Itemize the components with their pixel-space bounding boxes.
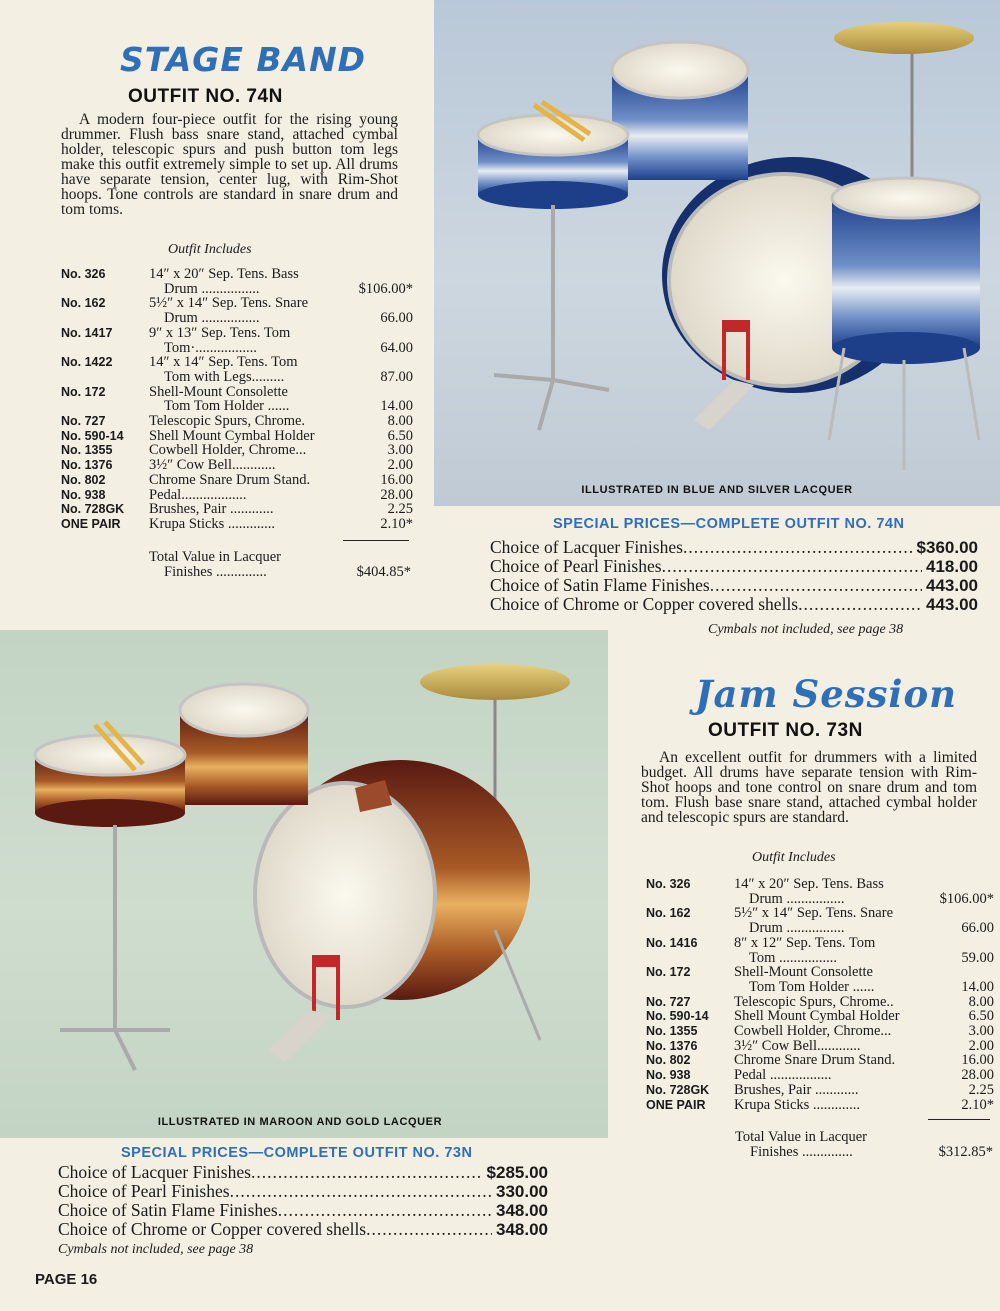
jam-session-photo-caption: ILLUSTRATED IN MAROON AND GOLD LACQUER bbox=[157, 1116, 443, 1128]
item-price: 6.50 bbox=[968, 1008, 994, 1025]
stage-band-description: A modern four-piece outfit for the rising young drummer. Flush bass snare stand, attached cymbal holder, telescopic spurs and push button tom legs make this outfit extremely simple to set up. All drums have separate tension, center lug, with Rim-Shot hoops. Tone controls are standard in snare drum and tom toms. bbox=[61, 111, 398, 218]
item-number: No. 326 bbox=[646, 877, 691, 891]
price-label: Choice of Lacquer Finishes bbox=[490, 537, 683, 557]
leader-dots bbox=[366, 1220, 492, 1239]
item-description-continuation: Drum ................ bbox=[164, 280, 260, 297]
price-row bbox=[58, 1163, 548, 1182]
table-row bbox=[646, 995, 994, 1010]
total-label: Total Value in Lacquer bbox=[735, 1129, 867, 1145]
item-description-line: Shell Mount Cymbal Holder bbox=[149, 427, 315, 444]
price-amount: 348.00 bbox=[496, 1201, 548, 1220]
table-row bbox=[646, 906, 994, 935]
price-row bbox=[490, 557, 978, 576]
price-amount: 330.00 bbox=[496, 1182, 548, 1201]
price-row bbox=[58, 1220, 548, 1239]
table-row bbox=[646, 1068, 994, 1083]
table-row bbox=[646, 1098, 994, 1113]
item-description bbox=[149, 488, 343, 503]
table-row bbox=[61, 326, 413, 355]
item-description-line: Chrome Snare Drum Stand. bbox=[149, 471, 311, 488]
price-amount: 443.00 bbox=[926, 595, 978, 614]
table-row bbox=[646, 1024, 994, 1039]
stage-band-parts-table bbox=[61, 267, 413, 532]
item-number: No. 590-14 bbox=[61, 428, 124, 443]
table-row bbox=[61, 443, 413, 458]
total-price: $312.85* bbox=[938, 1144, 993, 1161]
item-price: 2.25 bbox=[387, 501, 413, 518]
stage-band-prices bbox=[490, 538, 978, 614]
table-row bbox=[61, 414, 413, 429]
item-description bbox=[734, 1039, 926, 1054]
leader-dots bbox=[278, 1201, 492, 1220]
item-price: 14.00 bbox=[380, 398, 413, 415]
stage-band-total-rule bbox=[343, 540, 409, 541]
item-description bbox=[149, 517, 343, 532]
price-label: Choice of Satin Flame Finishes bbox=[490, 575, 710, 595]
item-price: 64.00 bbox=[380, 339, 413, 356]
table-row bbox=[61, 517, 413, 532]
item-price: 8.00 bbox=[968, 993, 994, 1010]
item-number: No. 802 bbox=[646, 1053, 691, 1068]
item-description bbox=[734, 1068, 926, 1083]
price-amount: 418.00 bbox=[926, 557, 978, 576]
item-description-continuation: Tom with Legs......... bbox=[164, 368, 285, 385]
item-description bbox=[149, 296, 343, 325]
item-number: No. 1376 bbox=[646, 1038, 698, 1053]
item-price: $106.00* bbox=[358, 280, 413, 297]
price-label: Choice of Pearl Finishes bbox=[58, 1181, 230, 1201]
item-description-line: 14″ x 20″ Sep. Tens. Bass bbox=[149, 266, 299, 282]
stage-band-includes-heading: Outfit Includes bbox=[168, 242, 252, 257]
total-label-cont: Finishes .............. bbox=[164, 563, 267, 580]
item-number: ONE PAIR bbox=[61, 516, 121, 531]
price-label: Choice of Satin Flame Finishes bbox=[58, 1200, 278, 1220]
item-description-line: Cowbell Holder, Chrome... bbox=[734, 1023, 892, 1040]
item-price: 66.00 bbox=[961, 920, 994, 937]
leader-dots bbox=[251, 1163, 483, 1182]
item-price: 14.00 bbox=[961, 978, 994, 995]
total-price: $404.85* bbox=[356, 564, 411, 581]
item-description bbox=[149, 473, 343, 488]
item-price: 28.00 bbox=[380, 486, 413, 503]
table-row bbox=[61, 473, 413, 488]
stage-band-prices-heading: SPECIAL PRICES—COMPLETE OUTFIT NO. 74N bbox=[553, 516, 905, 532]
item-description bbox=[149, 502, 343, 517]
item-description bbox=[734, 877, 926, 906]
item-price: 2.00 bbox=[387, 457, 413, 474]
item-number: No. 727 bbox=[61, 414, 106, 429]
table-row bbox=[646, 965, 994, 994]
item-description bbox=[149, 443, 343, 458]
item-description-line: Cowbell Holder, Chrome... bbox=[149, 442, 307, 459]
item-description bbox=[734, 965, 926, 994]
stage-band-outfit-number: OUTFIT NO. 74N bbox=[128, 86, 283, 107]
item-number: No. 590-14 bbox=[646, 1009, 709, 1024]
item-number: No. 727 bbox=[646, 994, 691, 1009]
price-row bbox=[58, 1182, 548, 1201]
table-row bbox=[61, 385, 413, 414]
table-row bbox=[61, 458, 413, 473]
item-description-line: 14″ x 20″ Sep. Tens. Bass bbox=[734, 876, 884, 892]
table-row bbox=[61, 502, 413, 517]
item-description bbox=[734, 995, 926, 1010]
item-number: No. 326 bbox=[61, 267, 106, 281]
item-number: No. 162 bbox=[61, 296, 106, 311]
table-row bbox=[61, 429, 413, 444]
item-number: No. 1417 bbox=[61, 325, 113, 340]
item-description-line: Pedal ................. bbox=[734, 1067, 832, 1084]
item-number: No. 1416 bbox=[646, 935, 698, 950]
item-description-continuation: Tom Tom Holder ...... bbox=[164, 398, 290, 415]
item-description bbox=[734, 1053, 926, 1068]
item-price: 66.00 bbox=[380, 310, 413, 327]
item-number: No. 1376 bbox=[61, 458, 113, 473]
item-price: 59.00 bbox=[961, 949, 994, 966]
table-row bbox=[646, 1083, 994, 1098]
price-row bbox=[490, 538, 978, 557]
table-row bbox=[61, 296, 413, 325]
table-row bbox=[646, 936, 994, 965]
item-price: 16.00 bbox=[380, 471, 413, 488]
item-description-continuation: Tom ................ bbox=[749, 949, 837, 966]
item-description-line: Pedal.................. bbox=[149, 486, 247, 503]
price-row bbox=[490, 576, 978, 595]
item-description-line: 3½″ Cow Bell............ bbox=[149, 457, 276, 474]
item-number: No. 728GK bbox=[646, 1082, 710, 1097]
item-description-line: 9″ x 13″ Sep. Tens. Tom bbox=[149, 324, 291, 341]
item-price: 2.25 bbox=[968, 1081, 994, 1098]
table-row bbox=[646, 1039, 994, 1054]
total-label-cont: Finishes .............. bbox=[750, 1143, 853, 1160]
maroon-gold-drum-kit-illustration bbox=[0, 630, 608, 1138]
item-description-line: 14″ x 14″ Sep. Tens. Tom bbox=[149, 354, 298, 371]
price-row bbox=[58, 1201, 548, 1220]
item-number: No. 802 bbox=[61, 472, 106, 487]
price-amount: $285.00 bbox=[486, 1163, 548, 1182]
item-number: No. 1355 bbox=[646, 1024, 698, 1039]
jam-session-prices-heading: SPECIAL PRICES—COMPLETE OUTFIT NO. 73N bbox=[121, 1145, 473, 1161]
leader-dots bbox=[230, 1182, 492, 1201]
price-row bbox=[490, 595, 978, 614]
item-description bbox=[734, 1083, 926, 1098]
stage-band-title: STAGE BAND bbox=[120, 40, 367, 79]
item-price: 3.00 bbox=[387, 442, 413, 459]
table-row bbox=[61, 267, 413, 296]
item-number: No. 172 bbox=[61, 384, 106, 399]
price-label: Choice of Lacquer Finishes bbox=[58, 1162, 251, 1182]
price-label: Choice of Pearl Finishes bbox=[490, 556, 662, 576]
item-number: ONE PAIR bbox=[646, 1097, 706, 1112]
item-description-continuation: Tom·................. bbox=[164, 339, 257, 356]
item-description bbox=[734, 1009, 926, 1024]
item-description-line: Shell-Mount Consolette bbox=[734, 964, 873, 981]
table-row bbox=[646, 1009, 994, 1024]
item-description bbox=[734, 1098, 926, 1113]
page-number: PAGE 16 bbox=[35, 1271, 98, 1288]
jam-session-includes-heading: Outfit Includes bbox=[752, 850, 836, 865]
item-price: 3.00 bbox=[968, 1023, 994, 1040]
item-description bbox=[149, 267, 343, 296]
item-description bbox=[149, 326, 343, 355]
item-number: No. 162 bbox=[646, 906, 691, 921]
item-description-line: Shell Mount Cymbal Holder bbox=[734, 1008, 900, 1025]
item-description-continuation: Drum ................ bbox=[749, 890, 845, 907]
stage-band-total bbox=[149, 550, 411, 580]
jam-session-title: Jam Session bbox=[695, 672, 958, 716]
item-description-line: Krupa Sticks ............. bbox=[734, 1096, 861, 1113]
item-price: 28.00 bbox=[961, 1067, 994, 1084]
table-row bbox=[61, 488, 413, 503]
item-description-line: Shell-Mount Consolette bbox=[149, 383, 288, 400]
item-price: 2.10* bbox=[961, 1096, 994, 1113]
item-price: 87.00 bbox=[380, 368, 413, 385]
item-description bbox=[149, 414, 343, 429]
leader-dots bbox=[798, 595, 922, 614]
item-price: 6.50 bbox=[387, 427, 413, 444]
item-price: 2.10* bbox=[380, 515, 413, 532]
item-number: No. 172 bbox=[646, 965, 691, 980]
item-number: No. 1355 bbox=[61, 443, 113, 458]
item-number: No. 938 bbox=[61, 487, 106, 502]
price-amount: $360.00 bbox=[916, 538, 978, 557]
item-description bbox=[734, 906, 926, 935]
item-description-line: 5½″ x 14″ Sep. Tens. Snare bbox=[734, 905, 894, 922]
item-price: 16.00 bbox=[961, 1052, 994, 1069]
price-amount: 348.00 bbox=[496, 1220, 548, 1239]
item-description-line: Chrome Snare Drum Stand. bbox=[734, 1052, 896, 1069]
total-label: Total Value in Lacquer bbox=[149, 549, 281, 565]
item-description-line: 3½″ Cow Bell............ bbox=[734, 1037, 861, 1054]
leader-dots bbox=[710, 576, 922, 595]
jam-session-outfit-number: OUTFIT NO. 73N bbox=[708, 720, 863, 741]
blue-silver-drum-kit-illustration bbox=[434, 0, 1000, 506]
item-description-line: 8″ x 12″ Sep. Tens. Tom bbox=[734, 934, 876, 951]
item-description-continuation: Drum ................ bbox=[164, 310, 260, 327]
table-row bbox=[646, 877, 994, 906]
price-label: Choice of Chrome or Copper covered shells bbox=[58, 1219, 367, 1239]
item-description-continuation: Drum ................ bbox=[749, 920, 845, 937]
item-description-line: 5½″ x 14″ Sep. Tens. Snare bbox=[149, 295, 309, 312]
item-description-continuation: Tom Tom Holder ...... bbox=[749, 978, 875, 995]
item-description bbox=[149, 429, 343, 444]
stage-band-photo bbox=[434, 0, 1000, 506]
stage-band-cymbal-note: Cymbals not included, see page 38 bbox=[708, 622, 904, 637]
item-number: No. 728GK bbox=[61, 502, 125, 517]
item-description bbox=[149, 458, 343, 473]
item-description-line: Telescopic Spurs, Chrome. bbox=[149, 413, 306, 430]
jam-session-total bbox=[735, 1130, 993, 1160]
jam-session-total-rule bbox=[928, 1119, 990, 1120]
price-label: Choice of Chrome or Copper covered shells bbox=[490, 594, 799, 614]
item-description bbox=[149, 355, 343, 384]
leader-dots bbox=[662, 557, 922, 576]
leader-dots bbox=[683, 538, 913, 557]
item-description-line: Brushes, Pair ............ bbox=[149, 501, 274, 518]
item-price: 8.00 bbox=[387, 413, 413, 430]
price-amount: 443.00 bbox=[926, 576, 978, 595]
item-price: $106.00* bbox=[939, 890, 994, 907]
item-description-line: Brushes, Pair ............ bbox=[734, 1081, 859, 1098]
jam-session-prices bbox=[58, 1163, 548, 1239]
jam-session-photo bbox=[0, 630, 608, 1138]
jam-session-parts-table bbox=[646, 877, 994, 1112]
item-description bbox=[734, 936, 926, 965]
item-description-line: Telescopic Spurs, Chrome.. bbox=[734, 993, 894, 1010]
table-row bbox=[646, 1053, 994, 1068]
table-row bbox=[61, 355, 413, 384]
stage-band-photo-caption: ILLUSTRATED IN BLUE AND SILVER LACQUER bbox=[581, 484, 853, 496]
jam-session-description: An excellent outfit for drummers with a limited budget. All drums have separate tension with Rim-Shot hoops and tone control on snare drum and tom tom. Flush base snare stand, attached cymbal holder and telescopic spurs are standard. bbox=[641, 749, 977, 826]
item-description bbox=[149, 385, 343, 414]
item-price: 2.00 bbox=[968, 1037, 994, 1054]
item-description-line: Krupa Sticks ............. bbox=[149, 515, 276, 532]
item-number: No. 938 bbox=[646, 1068, 691, 1083]
item-description bbox=[734, 1024, 926, 1039]
jam-session-cymbal-note: Cymbals not included, see page 38 bbox=[58, 1242, 254, 1257]
item-number: No. 1422 bbox=[61, 355, 113, 370]
